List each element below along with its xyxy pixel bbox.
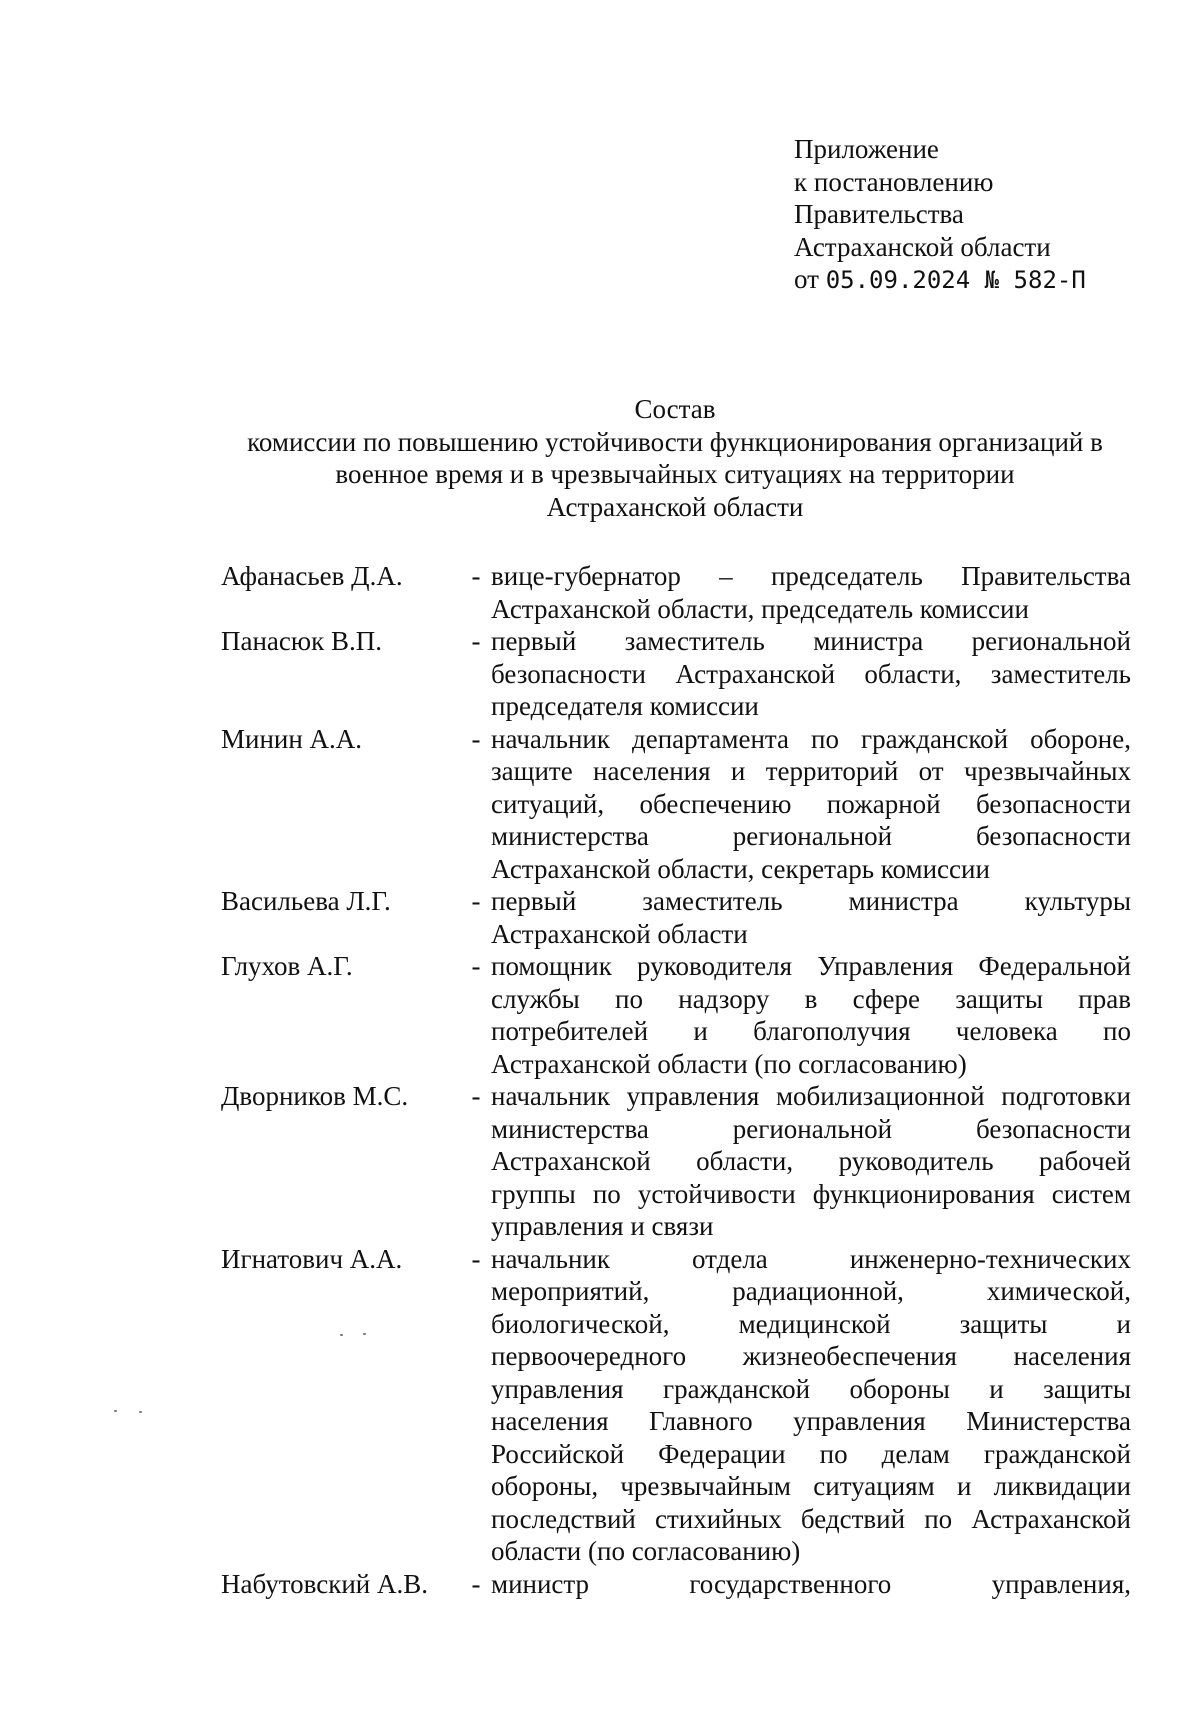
scan-speck <box>340 1334 343 1336</box>
member-role <box>491 1080 1131 1243</box>
member-dash: - <box>471 1081 481 1111</box>
member-role-line: последствий стихийных бедствий по Астраханской <box>491 1503 1131 1534</box>
member-role-line: Астраханской области, руководитель рабочей <box>491 1146 1131 1176</box>
member-name: Минин А.А. <box>221 723 363 754</box>
appendix-line: к постановлению <box>794 166 994 197</box>
title-line: Состав <box>634 394 716 424</box>
member-role-line: биологической, медицинской защиты и <box>491 1308 1131 1339</box>
scan-speck <box>139 1411 142 1413</box>
appendix-date-prefix: от <box>794 264 819 294</box>
appendix-date-line <box>794 263 1086 297</box>
title-line: военное время и в чрезвычайных ситуациях на территории <box>335 459 1015 489</box>
member-role <box>491 560 1131 625</box>
member-dash: - <box>471 561 481 591</box>
member-role <box>491 1243 1131 1568</box>
appendix-line: Астраханской области <box>794 231 1051 262</box>
member-role-line: Астраханской области, секретарь комиссии <box>491 853 990 884</box>
member-role-line: начальник департамента по гражданской обороне, <box>491 723 1131 754</box>
member-role-line: министерства региональной безопасности <box>491 821 1131 851</box>
member-dash: - <box>471 886 481 916</box>
member-row <box>221 950 1131 1080</box>
appendix-line: Приложение <box>794 134 939 164</box>
member-name: Васильева Л.Г. <box>221 886 391 916</box>
member-dash: - <box>471 1568 481 1599</box>
member-role-line: безопасности Астраханской области, заместитель <box>491 658 1131 689</box>
member-role-line: первый заместитель министра культуры <box>491 886 1131 916</box>
member-role <box>491 625 1131 723</box>
scan-speck <box>114 1410 117 1412</box>
member-row <box>221 1568 1131 1601</box>
member-role-line: Астраханской области, председатель комиссии <box>491 593 1029 624</box>
member-role <box>491 885 1131 950</box>
member-name: Глухов А.Г. <box>221 951 353 981</box>
member-role-line: министр государственного управления, <box>491 1568 1131 1599</box>
member-role-line: населения Главного управления Министерства <box>491 1406 1131 1436</box>
member-role-line: председателя комиссии <box>491 691 759 721</box>
member-role-line: обороны, чрезвычайным ситуациям и ликвидации <box>491 1471 1131 1501</box>
member-dash: - <box>471 1243 481 1274</box>
member-role-line: потребителей и благополучия человека по <box>491 1016 1131 1046</box>
member-role-line: группы по устойчивости функционирования систем <box>491 1178 1131 1209</box>
member-row <box>221 885 1131 950</box>
member-role-line: защите населения и территорий от чрезвычайных <box>491 756 1131 786</box>
title-line: комиссии по повышению устойчивости функционирования организаций в <box>247 426 1103 457</box>
member-name: Панасюк В.П. <box>221 626 382 656</box>
document-title <box>180 393 1170 523</box>
member-role-line: начальник управления мобилизационной подготовки <box>491 1081 1131 1111</box>
member-role-line: управления и связи <box>491 1211 714 1241</box>
member-row <box>221 1243 1131 1568</box>
member-role-line: начальник отдела инженерно-технических <box>491 1243 1131 1274</box>
appendix-block <box>794 133 1086 297</box>
member-role-line: службы по надзору в сфере защиты прав <box>491 983 1131 1014</box>
member-row <box>221 1080 1131 1243</box>
member-row <box>221 625 1131 723</box>
member-role-line: помощник руководителя Управления Федеральной <box>491 951 1131 981</box>
member-role-line: управления гражданской обороны и защиты <box>491 1373 1131 1404</box>
member-name: Афанасьев Д.А. <box>221 561 403 591</box>
member-role-line: первоочередного жизнеобеспечения населения <box>491 1341 1131 1371</box>
member-name: Дворников М.С. <box>221 1081 409 1111</box>
appendix-line: Правительства <box>794 199 964 229</box>
scan-speck <box>363 1333 366 1335</box>
member-role-line: вице-губернатор – председатель Правительства <box>491 561 1131 591</box>
member-role <box>491 723 1131 886</box>
member-row <box>221 560 1131 625</box>
member-row <box>221 723 1131 886</box>
member-role-line: ситуаций, обеспечению пожарной безопасности <box>491 788 1131 819</box>
member-role <box>491 950 1131 1080</box>
member-role-line: первый заместитель министра региональной <box>491 626 1131 656</box>
member-role-line: мероприятий, радиационной, химической, <box>491 1276 1131 1306</box>
title-line: Астраханской области <box>546 491 804 522</box>
member-role-line: области (по согласованию) <box>491 1536 801 1566</box>
appendix-date-number: 05.09.2024 № 582-П <box>825 266 1086 294</box>
member-role-line: Астраханской области (по согласованию) <box>491 1048 967 1079</box>
member-name: Набутовский А.В. <box>221 1568 428 1599</box>
members-list <box>221 560 1131 1600</box>
member-dash: - <box>471 626 481 656</box>
member-dash: - <box>471 951 481 981</box>
member-role-line: Астраханской области <box>491 918 748 949</box>
member-role <box>491 1568 1131 1601</box>
member-role-line: министерства региональной безопасности <box>491 1113 1131 1144</box>
member-role-line: Российской Федерации по делам гражданской <box>491 1438 1131 1469</box>
member-name: Игнатович А.А. <box>221 1243 403 1274</box>
member-dash: - <box>471 723 481 754</box>
